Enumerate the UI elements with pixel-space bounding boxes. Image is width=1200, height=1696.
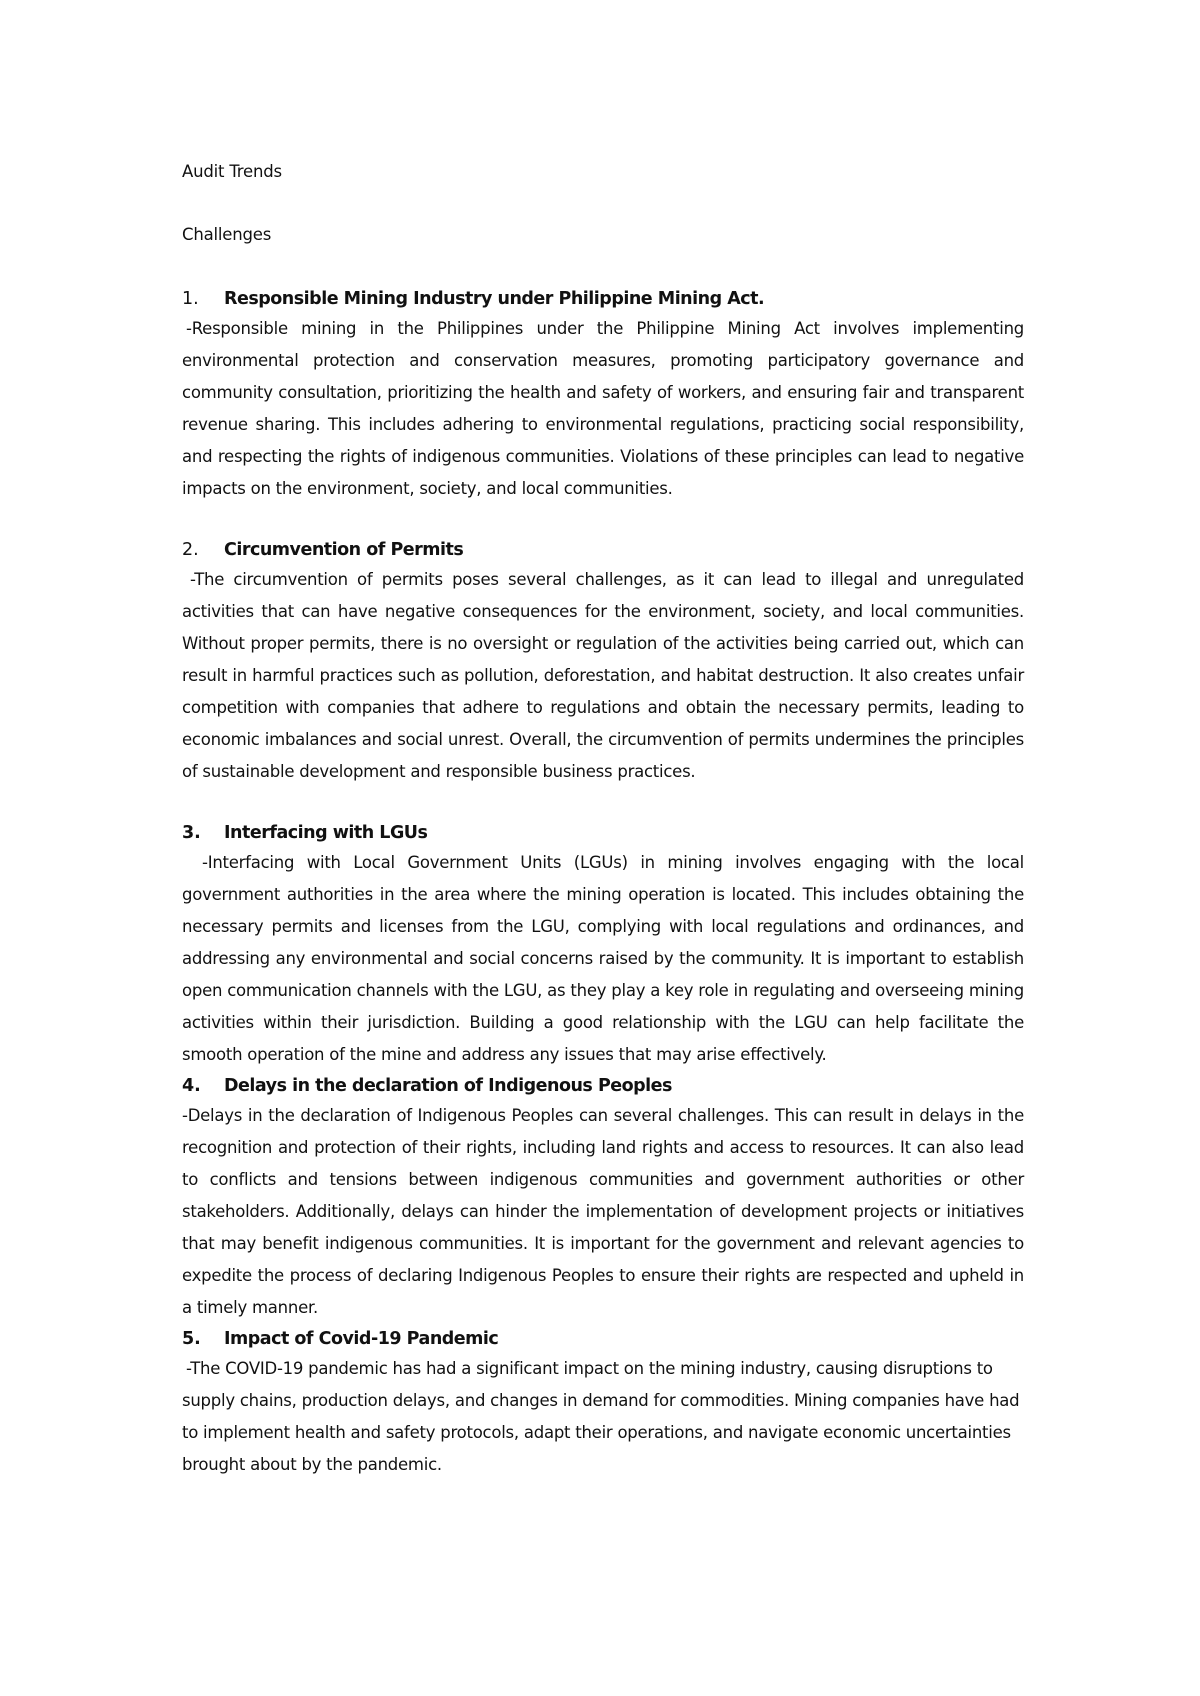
section-number: 2. <box>182 540 199 560</box>
section-title: Impact of Covid-19 Pandemic <box>224 1329 499 1349</box>
section-body: -The COVID-19 pandemic has had a significant impact on the mining industry, causing disruptions to supply chains, production delays, and changes in demand for commodities. Mining companies have had to implement health and safety protocols, adapt their operations, and navigate economic uncertainties brought about by the pandemic. <box>182 1359 1020 1474</box>
document-subtitle: Challenges <box>182 225 272 244</box>
section-5 <box>182 1326 1024 1481</box>
section-heading <box>182 286 1024 313</box>
section-number: 4. <box>182 1076 201 1096</box>
section-title: Delays in the declaration of Indigenous Peoples <box>224 1076 672 1096</box>
section-heading <box>182 820 1024 847</box>
section-2 <box>182 537 1024 788</box>
section-body: -Interfacing with Local Government Units (LGUs) in mining involves engaging with the local government authorities in the area where the mining operation is located. This includes obtaining the necessary permits and licenses from the LGU, complying with local regulations and ordinances, and addressing any environmental and social concerns raised by the community. It is important to establish open communication channels with the LGU, as they play a key role in regulating and overseeing mining activities within their jurisdiction. Building a good relationship with the LGU can help facilitate the smooth operation of the mine and address any issues that may arise effectively. <box>182 853 1024 1064</box>
section-body: -Delays in the declaration of Indigenous Peoples can several challenges. This can result in delays in the recognition and protection of their rights, including land rights and access to resources. It can also lead to conflicts and tensions between indigenous communities and government authorities or other stakeholders. Additionally, delays can hinder the implementation of development projects or initiatives that may benefit indigenous communities. It is important for the government and relevant agencies to expedite the process of declaring Indigenous Peoples to ensure their rights are respected and upheld in a timely manner. <box>182 1106 1024 1317</box>
document-content <box>182 160 1024 1481</box>
section-body: -Responsible mining in the Philippines under the Philippine Mining Act involves implementing environmental protection and conservation measures, promoting participatory governance and community consultation, prioritizing the health and safety of workers, and ensuring fair and transparent revenue sharing. This includes adhering to environmental regulations, practicing social responsibility, and respecting the rights of indigenous communities. Violations of these principles can lead to negative impacts on the environment, society, and local communities. <box>182 319 1024 498</box>
section-heading <box>182 1073 1024 1100</box>
section-heading <box>182 537 1024 564</box>
section-number: 5. <box>182 1329 201 1349</box>
section-number: 1. <box>182 289 199 309</box>
section-3 <box>182 820 1024 1071</box>
section-4 <box>182 1073 1024 1324</box>
section-heading <box>182 1326 1024 1353</box>
section-body: -The circumvention of permits poses several challenges, as it can lead to illegal and unregulated activities that can have negative consequences for the environment, society, and local communities. Without proper permits, there is no oversight or regulation of the activities being carried out, which can result in harmful practices such as pollution, deforestation, and habitat destruction. It also creates unfair competition with companies that adhere to regulations and obtain the necessary permits, leading to economic imbalances and social unrest. Overall, the circumvention of permits undermines the principles of sustainable development and responsible business practices. <box>182 570 1024 781</box>
section-title: Interfacing with LGUs <box>224 823 428 843</box>
section-title: Responsible Mining Industry under Philippine Mining Act. <box>224 289 765 309</box>
section-title: Circumvention of Permits <box>224 540 464 560</box>
section-1 <box>182 286 1024 505</box>
document-title: Audit Trends <box>182 162 282 181</box>
section-number: 3. <box>182 823 201 843</box>
